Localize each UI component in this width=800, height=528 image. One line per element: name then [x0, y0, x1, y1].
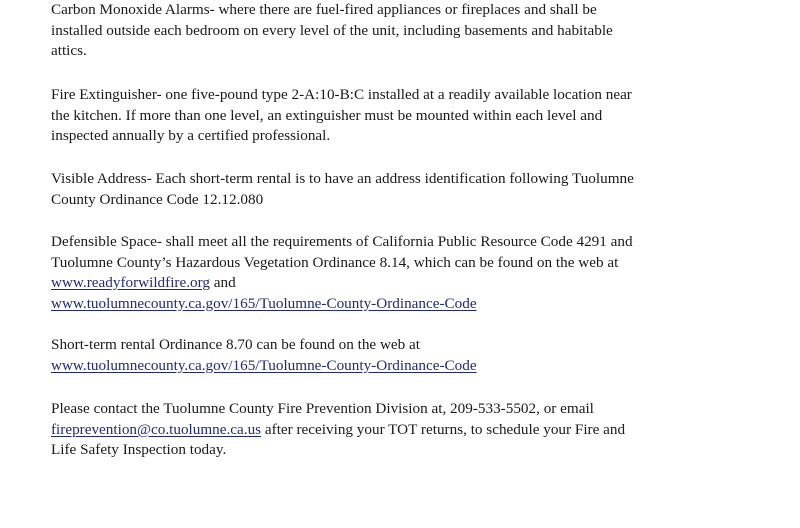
- co-alarms-line-1: Carbon Monoxide Alarms- where there are fuel-fired appliances or fireplaces and shall be: [51, 1, 597, 18]
- extinguisher-line-2: the kitchen. If more than one level, an extinguisher must be mounted within each level and: [51, 106, 603, 124]
- contact-line-2-text: after receiving your TOT returns, to schedule your Fire and: [261, 420, 626, 438]
- fireprevention-email-link[interactable]: fireprevention@co.tuolumne.ca.us: [51, 420, 262, 438]
- address-line-1: Visible Address- Each short-term rental is to have an address identification following Tuolumne: [51, 170, 634, 187]
- visible-address-paragraph: [51, 169, 771, 210]
- ordinance-line-2: [51, 356, 771, 377]
- defensible-line-1: Defensible Space- shall meet all the requirements of California Public Resource Code 4291 and: [51, 233, 633, 250]
- defensible-line-4: [51, 294, 771, 315]
- address-line-2: County Ordinance Code 12.12.080: [51, 190, 264, 208]
- co-alarms-paragraph: [51, 0, 771, 62]
- ordinance-line-1: Short-term rental Ordinance 8.70 can be found on the web at: [51, 336, 421, 353]
- contact-line-1: Please contact the Tuolumne County Fire Prevention Division at, 209-533-5502, or email: [51, 400, 594, 417]
- fire-extinguisher-paragraph: [51, 85, 771, 147]
- readyforwildfire-link[interactable]: www.readyforwildfire.org: [51, 274, 210, 291]
- defensible-line-2: Tuolumne County’s Hazardous Vegetation Ordinance 8.14, which can be found on the web at: [51, 253, 619, 271]
- contact-line-3: Life Safety Inspection today.: [51, 441, 227, 458]
- defensible-space-paragraph: [51, 232, 771, 314]
- short-term-rental-ordinance-paragraph: [51, 335, 771, 376]
- ordinance-code-link[interactable]: www.tuolumnecounty.ca.gov/165/Tuolumne-County-Ordinance-Code: [51, 294, 477, 312]
- extinguisher-line-1: Fire Extinguisher- one five-pound type 2-A:10-B:C installed at a readily available location near: [51, 86, 632, 103]
- defensible-line-3: [51, 273, 771, 294]
- contact-paragraph: [51, 399, 771, 461]
- co-alarms-line-3: attics.: [51, 42, 87, 59]
- extinguisher-line-3: inspected annually by a certified professional.: [51, 127, 331, 144]
- co-alarms-line-2: installed outside each bedroom on every level of the unit, including basements and habitable: [51, 21, 613, 39]
- defensible-and-text: and: [210, 274, 236, 291]
- ordinance-code-link-2[interactable]: www.tuolumnecounty.ca.gov/165/Tuolumne-County-Ordinance-Code: [51, 356, 477, 374]
- contact-line-2: [51, 420, 771, 441]
